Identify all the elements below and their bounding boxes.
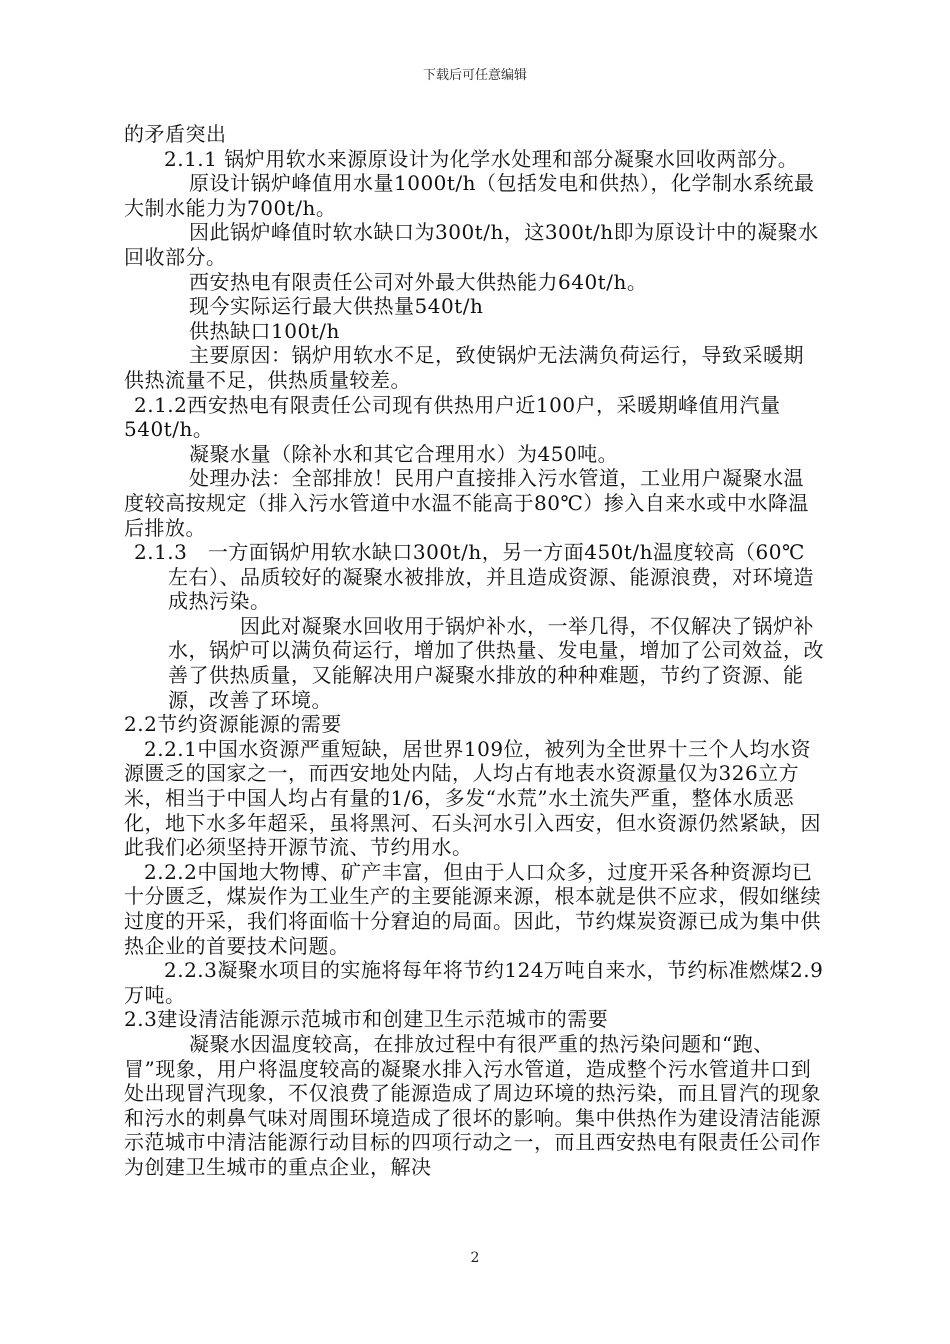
paragraph: 2.1.3 一方面锅炉用软水缺口300t/h，另一方面450t/h温度较高（60℃左右）、品质较好的凝聚水被排放，并且造成资源、能源浪费，对环境造成热污染。 — [134, 540, 814, 614]
section-heading: 2.2节约资源能源的需要 — [124, 712, 342, 737]
section-heading: 2.3建设清洁能源示范城市和创建卫生示范城市的需要 — [124, 1007, 609, 1032]
paragraph: 主要原因：锅炉用软水不足，致使锅炉无法满负荷运行，导致采暖期供热流量不足，供热质量较差。 — [124, 343, 804, 392]
paragraph: 的矛盾突出 — [124, 122, 227, 146]
paragraph: 现今实际运行最大供热量540t/h — [189, 294, 484, 319]
paragraph: 2.2.2中国地大物博、矿产丰富，但由于人口众多，过度开采各种资源均已十分匮乏，煤炭作为工业生产的主要能源来源，根本就是供不应求，假如继续过度的开采，我们将面临十分窘迫的局面。因此，节约煤炭资源已成为集中供热企业的首要技术问题。 — [124, 859, 821, 958]
page-number: 2 — [470, 1250, 480, 1266]
paragraph: 凝聚水量（除补水和其它合理用水）为450吨。 — [189, 441, 619, 466]
paragraph: 2.2.1中国水资源严重短缺，居世界109位，被列为全世界十三个人均水资源匮乏的国家之一，而西安地处内陆，人均占有地表水资源量仅为326立方米，相当于中国人均占有量的1/6，多发“水荒”水土流失严重，整体水质恶化，地下水多年超采，虽将黑河、石头河水引入西安，但水资源仍然紧缺，因此我们必须坚持开源节流、节约用水。 — [124, 736, 821, 860]
document-body — [124, 122, 824, 1180]
paragraph: 2.2.3凝聚水项目的实施将每年将节约124万吨自来水，节约标准燃煤2.9万吨。 — [124, 958, 824, 1007]
paragraph: 供热缺口100t/h — [189, 318, 340, 343]
paragraph: 因此锅炉峰值时软水缺口为300t/h，这300t/h即为原设计中的凝聚水回收部分。 — [124, 220, 819, 269]
paragraph: 凝聚水因温度较高，在排放过程中有很严重的热污染问题和“跑、冒”现象，用户将温度较高的凝聚水排入污水管道，造成整个污水管道井口到处出现冒汽现象，不仅浪费了能源造成了周边环境的热污染，而且冒汽的现象和污水的刺鼻气味对周围环境造成了很坏的影响。集中供热作为建设清洁能源示范城市中清洁能源行动目标的四项行动之一，而且西安热电有限责任公司作为创建卫生城市的重点企业，解决 — [124, 1031, 821, 1179]
paragraph: 西安热电有限责任公司对外最大供热能力640t/h。 — [189, 269, 648, 294]
paragraph: 处理办法：全部排放！民用户直接排入污水管道，工业用户凝聚水温度较高按规定（排入污水管道中水温不能高于80℃）掺入自来水或中水降温后排放。 — [124, 466, 809, 540]
page-header: 下载后可任意编辑 — [422, 68, 527, 83]
paragraph: 2.1.2西安热电有限责任公司现有供热用户近100户，采暖期峰值用汽量540t/h。 — [124, 392, 781, 442]
paragraph: 2.1.1 锅炉用软水来源原设计为化学水处理和部分凝聚水回收两部分。 — [164, 146, 799, 171]
paragraph: 原设计锅炉峰值用水量1000t/h（包括发电和供热），化学制水系统最大制水能力为700t/h。 — [124, 171, 815, 220]
paragraph: 因此对凝聚水回收用于锅炉补水，一举几得，不仅解决了锅炉补水，锅炉可以满负荷运行，增加了供热量、发电量，增加了公司效益，改善了供热质量，又能解决用户凝聚水排放的种种难题，节约了资源、能源，改善了环境。 — [168, 613, 824, 712]
